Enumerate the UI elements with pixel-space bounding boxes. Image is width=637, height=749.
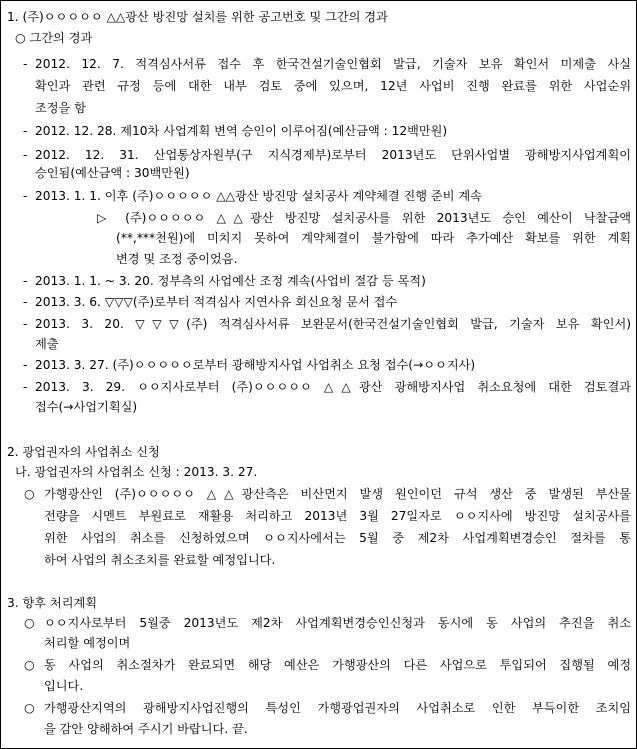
paragraph-line: 가행광산인 (주)ㅇㅇㅇㅇㅇ △△광산측은 비산먼지 발생 원인이던 규석 생산 중 발생된 부산물 xyxy=(44,487,631,501)
dash-marker: - xyxy=(23,274,28,288)
section1-subheading: ○ 그간의 경과 xyxy=(15,31,93,45)
plan-item: 처리할 예정이며 xyxy=(44,636,131,650)
plan-item: 동 사업의 취소절차가 완료되면 해당 예산은 가행광산의 다른 사업으로 투입되어 집행될 예정 xyxy=(44,658,631,672)
item-text: 확인과 관련 규정 등에 대한 내부 검토 중에 있으며, 12년 사업비 진행 완료를 위한 사업순위 xyxy=(35,79,631,93)
plan-item: 을 감안 양해하여 주시기 바랍니다. 끝. xyxy=(44,722,248,736)
item-text: 2012. 12. 7. 적격심사서류 접수 후 한국건설기술인협회 발급, 기술자 보유 확인서 미제출 사실 xyxy=(35,57,631,71)
dash-marker: - xyxy=(23,317,28,331)
section2-heading: 2. 광업권자의 사업취소 신청 xyxy=(7,445,160,459)
item-text: 2013. 3. 20. ▽▽▽(주) 적격심사서류 보완문서(한국건설기술인협회 발급, 기술자 보유 확인서) xyxy=(35,317,631,331)
dash-marker: - xyxy=(23,124,28,138)
item-text: 2013. 1. 1. ~ 3. 20. 정부측의 사업예산 조정 계속(사업비 절감 등 목적) xyxy=(35,274,426,288)
plan-item: 입니다. xyxy=(44,679,84,693)
dash-marker: - xyxy=(23,148,28,162)
section1-heading: 1. (주)ㅇㅇㅇㅇㅇ △△광산 방진망 설치를 위한 공고번호 및 그간의 경과 xyxy=(7,10,388,24)
circle-marker: ○ xyxy=(24,658,35,672)
item-text: 2013. 1. 1. 이후 (주)ㅇㅇㅇㅇㅇ △△광산 방진망 설치공사 계약체결 진행 준비 계속 xyxy=(35,189,482,203)
paragraph-line: 전량을 시멘트 부원료로 재활용 처리하고 2013년 3월 27일자로 ㅇㅇ지사에 방진망 설치공사를 xyxy=(44,509,631,523)
dash-marker: - xyxy=(23,295,28,309)
item-text: 2012. 12. 28. 제10차 사업계획 변역 승인이 이루어짐(예산금액 : 12백만원) xyxy=(35,124,448,138)
plan-item: ㅇㅇ지사로부터 5월중 2013년도 제2차 사업계획변경승인신청과 동시에 동 사업의 추진을 취소 xyxy=(44,616,631,630)
section2-subheading: 나. 광업권자의 사업취소 신청 : 2013. 3. 27. xyxy=(15,465,258,479)
paragraph-line: 하여 사업의 취소조치를 완료할 예정입니다. xyxy=(44,553,276,567)
note-text: ▷ (주)ㅇㅇㅇㅇㅇ △△광산 방진망 설치공사를 위한 2013년도 승인 예산이 낙찰금액 xyxy=(97,211,631,225)
plan-item: 가행광산지역의 광해방지사업진행의 특성인 가행광업권자의 사업취소로 인한 부득이한 조치임 xyxy=(44,701,631,715)
dash-marker: - xyxy=(23,189,28,203)
dash-marker: - xyxy=(23,358,28,372)
item-text: 접수(→사업기획실) xyxy=(35,400,138,414)
item-text: 2013. 3. 6. ▽▽▽(주)로부터 적격심사 지연사유 회신요청 문서 접수 xyxy=(35,295,398,309)
item-text: 2013. 3. 27. (주)ㅇㅇㅇㅇㅇ로부터 광해방지사업 사업취소 요청 접수(→ㅇㅇ지사) xyxy=(35,358,476,372)
item-text: 2012. 12. 31. 산업통상자원부(구 지식경제부)로부터 2013년도 단위사업별 광해방지사업계획이 xyxy=(35,148,631,162)
note-text: (**,***천원)에 미치지 못하여 계약체결이 불가함에 따라 추가예산 확보를 위한 계획 xyxy=(116,231,631,245)
paragraph-line: 위한 사업의 취소를 신청하였으며 ㅇㅇ지사에서는 5월 중 제2차 사업계획변경승인 절차를 통 xyxy=(44,531,631,545)
section3-heading: 3. 향후 처리계획 xyxy=(7,596,98,610)
item-text: 조정을 함 xyxy=(35,101,86,115)
dash-marker: - xyxy=(23,380,28,394)
item-text: 승인됨(예산금액 : 30백만원) xyxy=(35,166,190,180)
circle-marker: ○ xyxy=(24,487,35,501)
circle-marker: ○ xyxy=(24,616,35,630)
circle-marker: ○ xyxy=(24,701,35,715)
item-text: 2013. 3. 29. ㅇㅇ지사로부터 (주)ㅇㅇㅇㅇㅇ △△광산 광해방지사업 취소요청에 대한 검토결과 xyxy=(35,380,631,394)
note-text: 변경 및 조정 중이었음. xyxy=(116,252,238,266)
item-text: 제출 xyxy=(35,337,59,351)
dash-marker: - xyxy=(23,57,28,71)
